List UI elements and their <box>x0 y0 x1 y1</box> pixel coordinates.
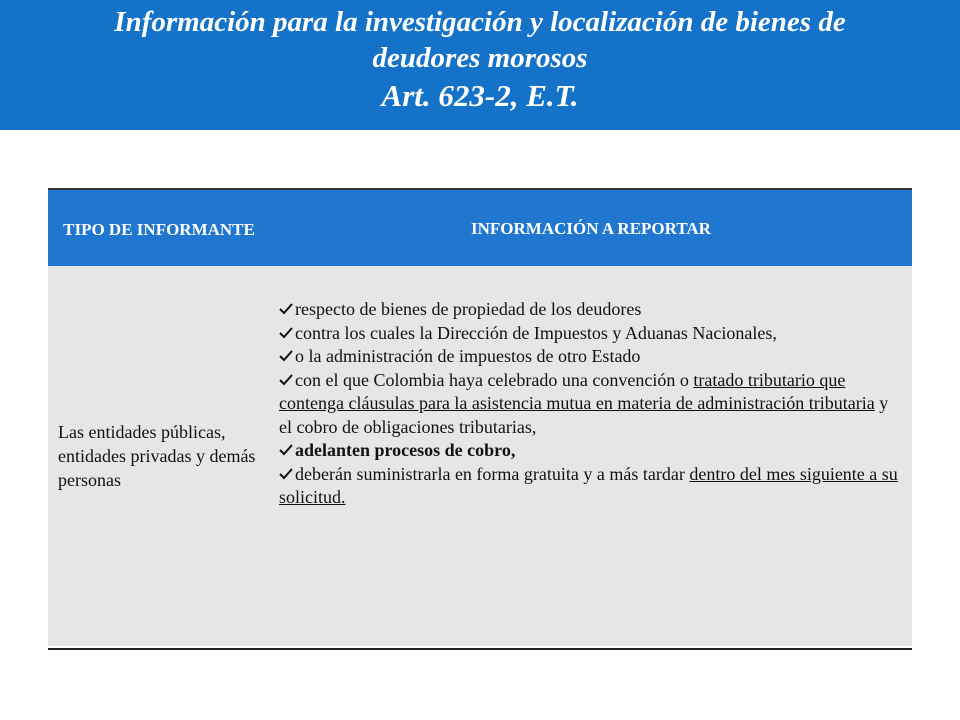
item-text: o la administración de impuestos de otro Estado <box>295 346 641 366</box>
checkmark-icon <box>279 302 293 316</box>
list-item <box>279 345 903 369</box>
checkmark-icon <box>279 373 293 387</box>
header-informacion-reportar: INFORMACIÓN A REPORTAR <box>471 219 711 238</box>
item-text: respecto de bienes de propiedad de los deudores <box>295 299 642 319</box>
table-row <box>48 266 912 646</box>
cell-informante: Las entidades públicas, entidades privadas y demás personas <box>58 422 256 490</box>
title-line-1: Información para la investigación y localización de bienes de <box>114 6 846 38</box>
checkmark-icon <box>279 443 293 457</box>
checkmark-icon <box>279 349 293 363</box>
slide-title-banner <box>0 0 960 130</box>
title-line-3: Art. 623-2, E.T. <box>381 78 579 113</box>
list-item <box>279 463 903 510</box>
title-line-2: deudores morosos <box>372 42 588 74</box>
table-header <box>48 188 912 268</box>
list-item <box>279 369 903 440</box>
item-text: contra los cuales la Dirección de Impuestos y Aduanas Nacionales, <box>295 322 777 343</box>
checklist <box>279 298 903 510</box>
info-table <box>48 188 912 650</box>
item-text-bold: adelanten procesos de cobro, <box>295 440 516 460</box>
item-text-underlined: dentro del mes siguiente a su solicitud. <box>279 463 898 507</box>
item-text: y el cobro de obligaciones tributarias, <box>279 393 889 437</box>
item-text: con el que Colombia haya celebrado una convención o <box>295 369 694 390</box>
checkmark-icon <box>279 326 293 340</box>
cell-informacion <box>279 298 903 510</box>
list-item <box>279 322 903 346</box>
checkmark-icon <box>279 467 293 481</box>
list-item <box>279 298 903 322</box>
list-item <box>279 439 903 463</box>
header-tipo-informante: TIPO DE INFORMANTE <box>63 219 255 239</box>
item-text: deberán suministrarla en forma gratuita y a más tardar <box>295 463 690 484</box>
item-text-underlined: tratado tributario que contenga cláusulas para la asistencia mutua en materia de administración tributaria <box>279 369 875 413</box>
